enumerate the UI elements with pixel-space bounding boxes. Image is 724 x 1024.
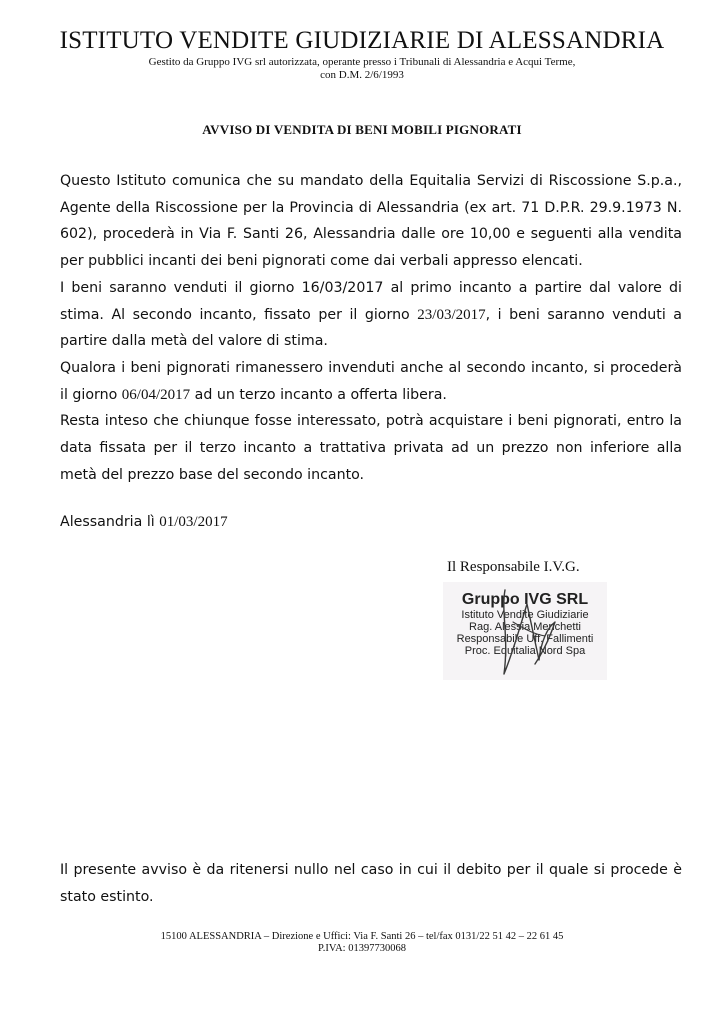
notice-paragraph: Questo Istituto comunica che su mandato della Equitalia Servizi di Riscossione S.p.a., Agente della Riscossione per la Provincia di Alessandria (ex art. 71 D.P.R. 29.9.1973 N. 602), procederà in Via F. Santi 26, Alessandria dalle ore 10,00 e seguenti alla vendita per pubblici incanti dei beni pignorati come dai verbali appresso elencati.	[60, 173, 682, 270]
stamp-text: Gruppo IVG SRL Istituto Vendite Giudiziarie Rag. Alessia Menchetti Responsabile Uff. Fallimenti Proc. Equitalia Nord Spa	[456, 591, 594, 657]
footer-vat: P.IVA: 01397730068	[318, 943, 406, 954]
third-auction-date: 06/04/2017	[121, 386, 191, 403]
second-auction-date: 23/03/2017	[417, 306, 486, 323]
notice-body	[60, 168, 682, 488]
nullity-note: Il presente avviso è da ritenersi nullo nel caso in cui il debito per il quale si procede è stato estinto.	[60, 862, 682, 905]
company-stamp	[443, 582, 607, 680]
place-date: Alessandria lì 01/03/2017	[60, 514, 228, 530]
footer-address: 15100 ALESSANDRIA – Direzione e Uffici: Via F. Santi 26 – tel/fax 0131/22 51 42 – 22 61 45	[160, 931, 564, 942]
institute-decree: con D.M. 2/6/1993	[320, 69, 404, 81]
institute-subtitle: Gestito da Gruppo IVG srl autorizzata, operante presso i Tribunali di Alessandria e Acqui Terme,	[148, 56, 576, 68]
notice-paragraph: I beni saranno venduti il giorno 16/03/2017 al primo incanto a partire dal valore di stima. Al secondo incanto, fissato per il giorno 23/03/2017, i beni saranno venduti a partire dalla metà del valore di stima.	[60, 279, 682, 350]
signature-label: Il Responsabile I.V.G.	[447, 559, 580, 575]
institute-title: ISTITUTO VENDITE GIUDIZIARIE DI ALESSANDRIA	[59, 27, 665, 54]
handwritten-signature	[443, 582, 607, 680]
notice-date: 01/03/2017	[159, 514, 228, 530]
notice-paragraph: Qualora i beni pignorati rimanessero invenduti anche al secondo incanto, si procederà il giorno 06/04/2017 ad un terzo incanto a offerta libera.	[60, 359, 682, 403]
notice-title: AVVISO DI VENDITA DI BENI MOBILI PIGNORATI	[202, 122, 522, 137]
notice-paragraph: Resta inteso che chiunque fosse interessato, potrà acquistare i beni pignorati, entro la data fissata per il terzo incanto a trattativa privata ad un prezzo non inferiore alla metà del prezzo base del secondo incanto.	[60, 413, 682, 483]
